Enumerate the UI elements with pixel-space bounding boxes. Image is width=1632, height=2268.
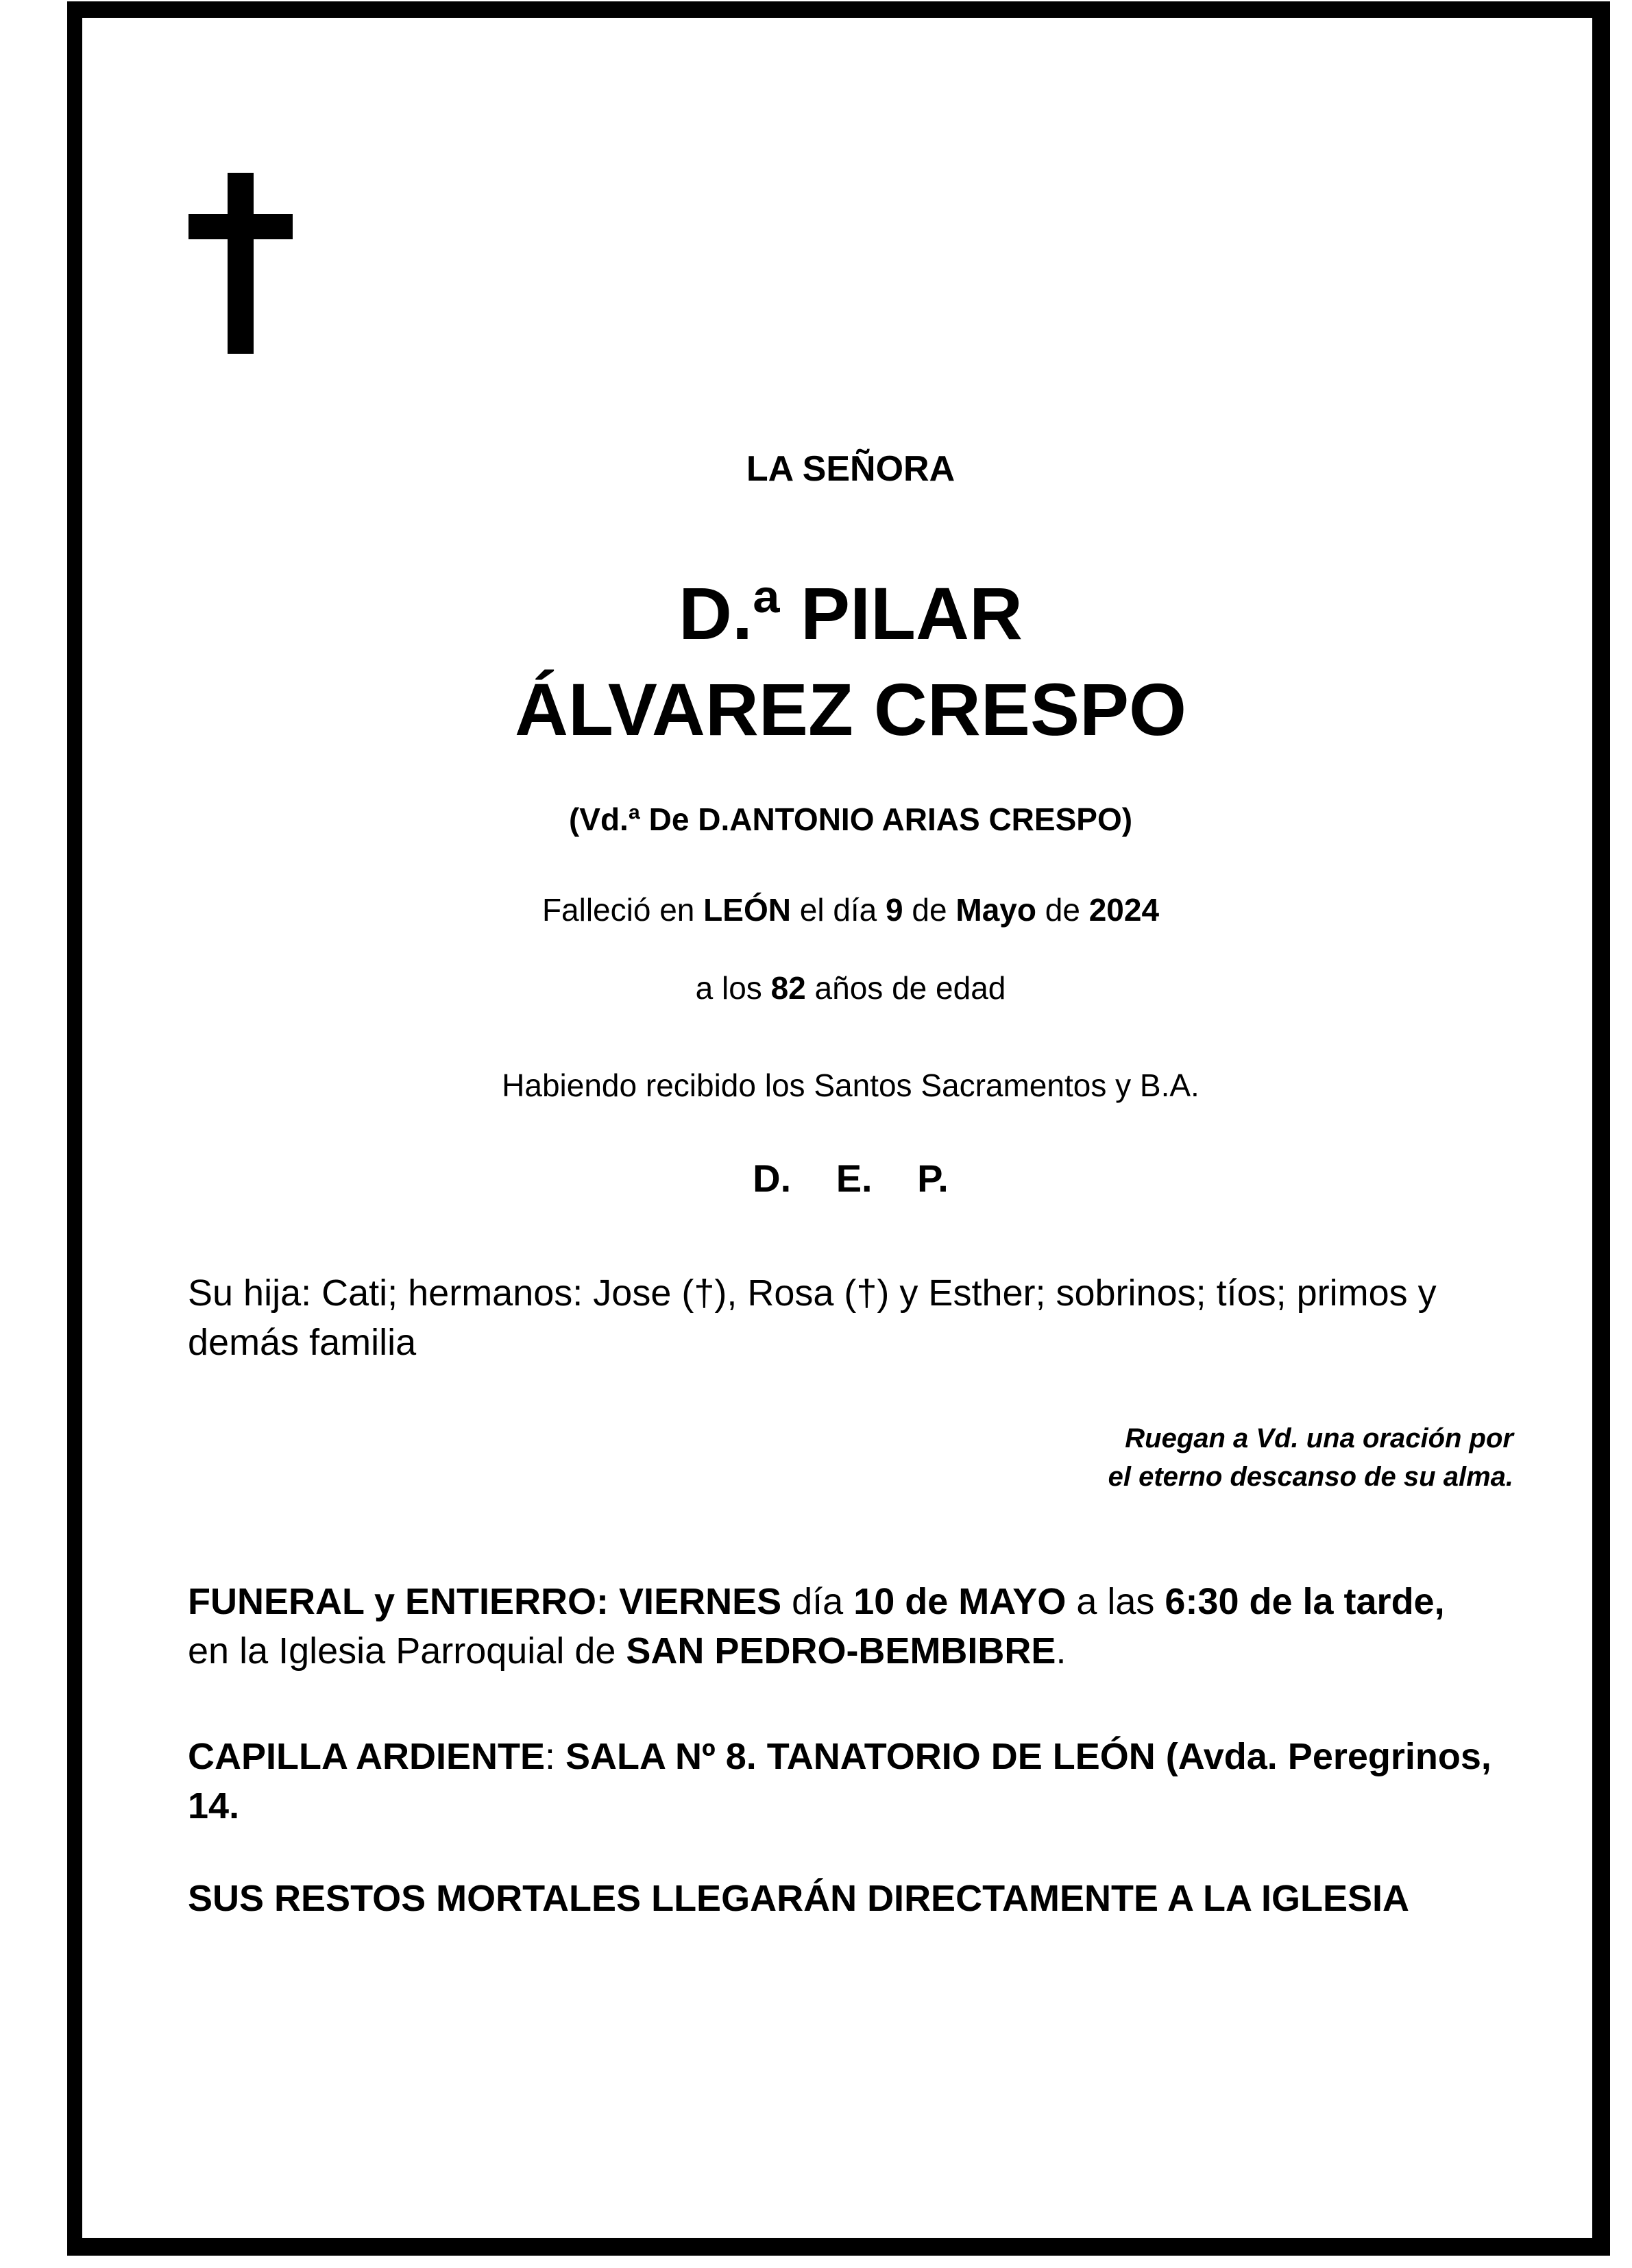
funeral-line2: en la Iglesia Parroquial de SAN PEDRO-BEMBIBRE.: [188, 1630, 1067, 1672]
cross-horizontal-bar: [188, 214, 293, 239]
funeral-church: SAN PEDRO-BEMBIBRE: [626, 1630, 1056, 1672]
funeral-info: [188, 1577, 1518, 1676]
deceased-name-line2: ÁLVAREZ CRESPO: [514, 668, 1187, 751]
chapel-text: SALA Nº 8. TANATORIO DE LEÓN (Avda. Peregrinos, 14.: [188, 1736, 1491, 1826]
funeral-date: 10 de MAYO: [853, 1581, 1067, 1622]
death-year: 2024: [1088, 892, 1160, 928]
dep-initials: D. E. P.: [753, 1157, 949, 1200]
family-paragraph: Su hija: Cati; hermanos: Jose (†), Rosa (†) y Esther; sobrinos; tíos; primos y demás familia: [188, 1272, 1437, 1363]
sacraments-line: Habiendo recibido los Santos Sacramentos y B.A.: [502, 1067, 1199, 1103]
chapel-info: CAPILLA ARDIENTE: SALA Nº 8. TANATORIO DE LEÓN (Avda. Peregrinos, 14.: [188, 1736, 1491, 1826]
death-place: LEÓN: [703, 892, 791, 928]
cross-vertical-bar: [228, 173, 254, 354]
remains-notice: SUS RESTOS MORTALES LLEGARÁN DIRECTAMENTE A LA IGLESIA: [188, 1878, 1410, 1919]
prayer-line1: Ruegan a Vd. una oración por: [1125, 1423, 1513, 1453]
death-line: Falleció en LEÓN el día 9 de Mayo de 2024: [541, 892, 1160, 928]
age-line: a los 82 años de edad: [695, 970, 1006, 1006]
prayer-line2: el eterno descanso de su alma.: [1108, 1462, 1513, 1492]
death-month: Mayo: [955, 892, 1036, 928]
age-value: 82: [770, 970, 806, 1006]
deceased-name-line1: D.ª PILAR: [679, 572, 1023, 655]
prayer-request: [188, 1419, 1513, 1496]
cross-icon: [188, 173, 293, 354]
funeral-line1: FUNERAL y ENTIERRO: VIERNES día 10 de MAYO a las 6:30 de la tarde,: [188, 1581, 1445, 1622]
death-day: 9: [886, 892, 903, 928]
chapel-label: CAPILLA ARDIENTE: [188, 1736, 545, 1777]
heading-la-senora: LA SEÑORA: [746, 449, 955, 489]
widow-of-line: (Vd.ª De D.ANTONIO ARIAS CRESPO): [568, 801, 1133, 837]
funeral-time: 6:30 de la tarde,: [1165, 1581, 1445, 1622]
